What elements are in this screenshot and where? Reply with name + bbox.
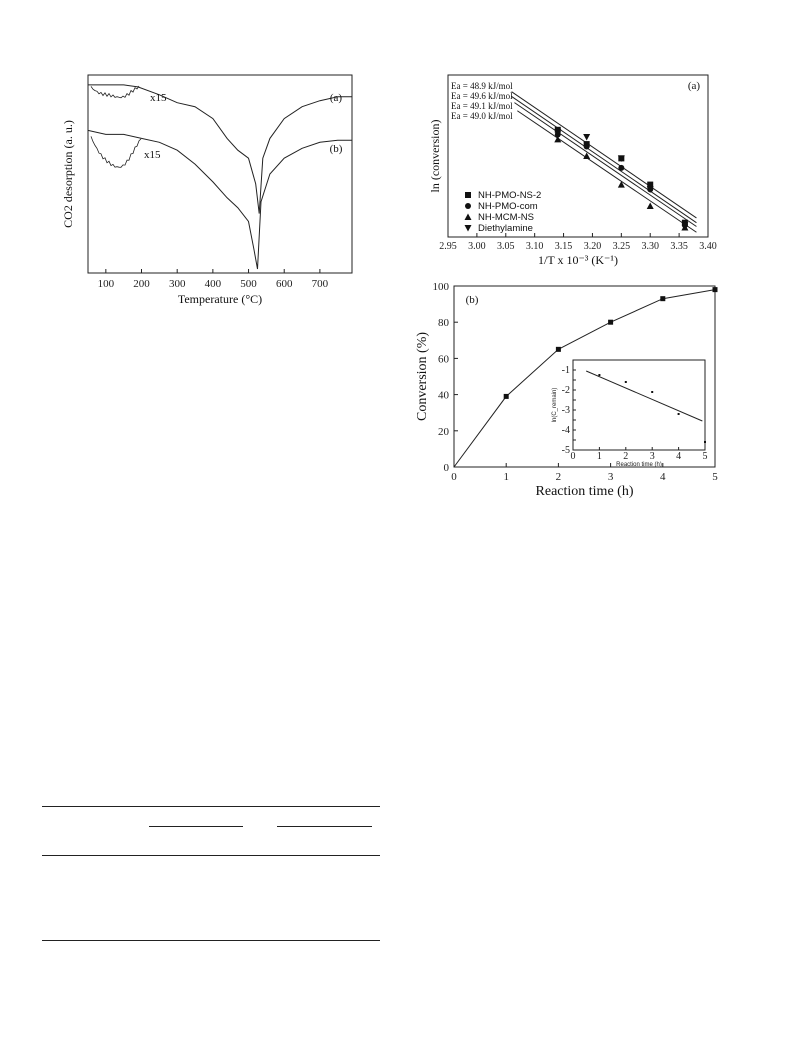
- tpd-series-label-a: (a): [329, 92, 343, 104]
- inset-point: [651, 391, 653, 393]
- conv-x-tick-label: 4: [660, 471, 666, 483]
- tpd-y-axis-label: CO2 desorption (a. u.): [61, 120, 75, 228]
- arr-legend-label: NH-PMO-com: [478, 201, 538, 212]
- arr-point: [647, 203, 654, 210]
- conv-y-tick-label: 100: [432, 281, 449, 293]
- tpd-x-tick-label: 700: [311, 278, 329, 290]
- arrhenius-chart: [428, 70, 718, 270]
- conv-y-tick-label: 80: [438, 317, 449, 330]
- conv-x-tick-label: 3: [607, 471, 614, 483]
- arr-point: [584, 143, 590, 149]
- tpd-plot-frame: [88, 75, 352, 273]
- table-group-rule-2: [277, 826, 372, 827]
- arr-x-tick-label: 3.25: [612, 241, 631, 252]
- tpd-x15-label-a: x15: [150, 92, 167, 104]
- tpd-series-b: [88, 130, 352, 269]
- conv-x-tick-label: 0: [451, 471, 457, 483]
- arr-fit-line: [517, 111, 696, 233]
- conv-point: [660, 296, 665, 301]
- inset-y-tick-label: -2: [561, 385, 570, 396]
- inset-y-tick-label: -1: [561, 365, 570, 376]
- arr-legend-label: Diethylamine: [478, 223, 533, 234]
- arr-ea-label: Ea = 48.9 kJ/mol: [451, 81, 513, 91]
- arrhenius-figure: [428, 70, 718, 270]
- inset-y-tick-label: -5: [561, 445, 570, 456]
- tpd-series-a: [88, 85, 352, 214]
- tpd-x15-trace-a: [91, 86, 139, 98]
- conv-y-tick-label: 0: [443, 462, 449, 474]
- table-group-rule-1: [149, 826, 243, 827]
- arr-x-tick-label: 3.30: [641, 241, 659, 252]
- inset-point: [625, 381, 627, 383]
- inset-y-tick-label: -3: [561, 405, 570, 416]
- arr-ea-label: Ea = 49.6 kJ/mol: [451, 91, 513, 101]
- arr-point: [583, 134, 590, 141]
- table-fragment: [42, 806, 380, 946]
- conv-x-axis-label: Reaction time (h): [535, 484, 634, 499]
- arr-fit-line: [514, 103, 696, 227]
- conv-point: [556, 347, 561, 352]
- inset-x-tick-label: 2: [623, 451, 629, 462]
- arr-x-tick-label: 3.00: [468, 241, 486, 252]
- arr-legend-marker: [465, 192, 471, 198]
- tpd-x15-label-b: x15: [144, 149, 161, 161]
- inset-y-tick-label: -4: [561, 425, 570, 436]
- inset-x-tick-label: 5: [702, 451, 708, 462]
- arr-legend-marker: [465, 214, 472, 221]
- inset-x-axis-label: Reaction time (h): [616, 462, 662, 468]
- conv-y-tick-label: 40: [438, 389, 449, 402]
- arr-x-tick-label: 3.15: [554, 241, 573, 252]
- inset-point: [704, 441, 706, 443]
- inset-y-axis-label: ln(C_remain): [552, 387, 558, 423]
- table-bottom-rule: [42, 940, 380, 941]
- tpd-x-tick-label: 400: [204, 278, 222, 290]
- conv-point: [504, 394, 509, 399]
- tpd-x-axis-label: Temperature (°C): [177, 292, 263, 306]
- inset-x-tick-label: 4: [676, 451, 682, 462]
- arr-legend-label: NH-PMO-NS-2: [478, 190, 542, 201]
- arr-x-tick-label: 3.35: [670, 241, 688, 252]
- tpd-figure: [58, 70, 358, 310]
- conv-x-tick-label: 5: [712, 471, 718, 483]
- conv-x-tick-label: 1: [503, 471, 509, 483]
- conv-y-tick-label: 60: [438, 353, 449, 366]
- arr-ea-label: Ea = 49.0 kJ/mol: [451, 111, 513, 121]
- arr-x-tick-label: 3.05: [497, 241, 515, 252]
- table-top-rule: [42, 806, 380, 807]
- table-header-rule: [42, 855, 380, 856]
- inset-point: [598, 374, 600, 376]
- inset-x-tick-label: 3: [649, 451, 655, 462]
- arr-point: [618, 165, 624, 171]
- arr-x-tick-label: 3.20: [583, 241, 602, 252]
- conv-point: [608, 320, 613, 325]
- arr-x-tick-label: 2.95: [439, 241, 457, 252]
- inset-x-tick-label: 1: [596, 451, 602, 462]
- conversion-figure: [412, 276, 722, 499]
- arr-point: [618, 181, 625, 188]
- tpd-x-tick-label: 600: [275, 278, 293, 290]
- tpd-x-tick-label: 500: [240, 278, 257, 290]
- conv-y-axis-label: Conversion (%): [415, 331, 430, 422]
- conv-x-tick-label: 2: [555, 471, 562, 483]
- tpd-series-label-b: (b): [329, 143, 343, 155]
- conv-y-tick-label: 20: [438, 425, 449, 438]
- arr-legend-label: NH-MCM-NS: [478, 212, 534, 223]
- conv-panel-label: (b): [465, 294, 479, 306]
- conv-point: [713, 287, 718, 292]
- arr-legend-marker: [465, 225, 472, 232]
- tpd-chart: [58, 70, 358, 310]
- arr-y-axis-label: ln (conversion): [428, 119, 442, 193]
- tpd-x-tick-label: 100: [97, 278, 115, 290]
- arr-x-tick-label: 3.10: [525, 241, 544, 252]
- arr-x-axis-label: 1/T x 10⁻³ (K⁻¹): [538, 253, 618, 267]
- arr-ea-label: Ea = 49.1 kJ/mol: [451, 101, 513, 111]
- inset-point: [678, 413, 680, 415]
- tpd-x-tick-label: 200: [133, 278, 150, 290]
- arr-x-tick-label: 3.40: [699, 241, 717, 252]
- conversion-chart: [412, 276, 722, 499]
- inset-x-tick-label: 0: [570, 451, 576, 462]
- tpd-x15-trace-b: [91, 136, 141, 167]
- arr-fit-line: [512, 96, 697, 222]
- arr-panel-label: (a): [687, 80, 701, 92]
- tpd-x-tick-label: 300: [168, 278, 186, 290]
- arr-legend-marker: [465, 203, 471, 209]
